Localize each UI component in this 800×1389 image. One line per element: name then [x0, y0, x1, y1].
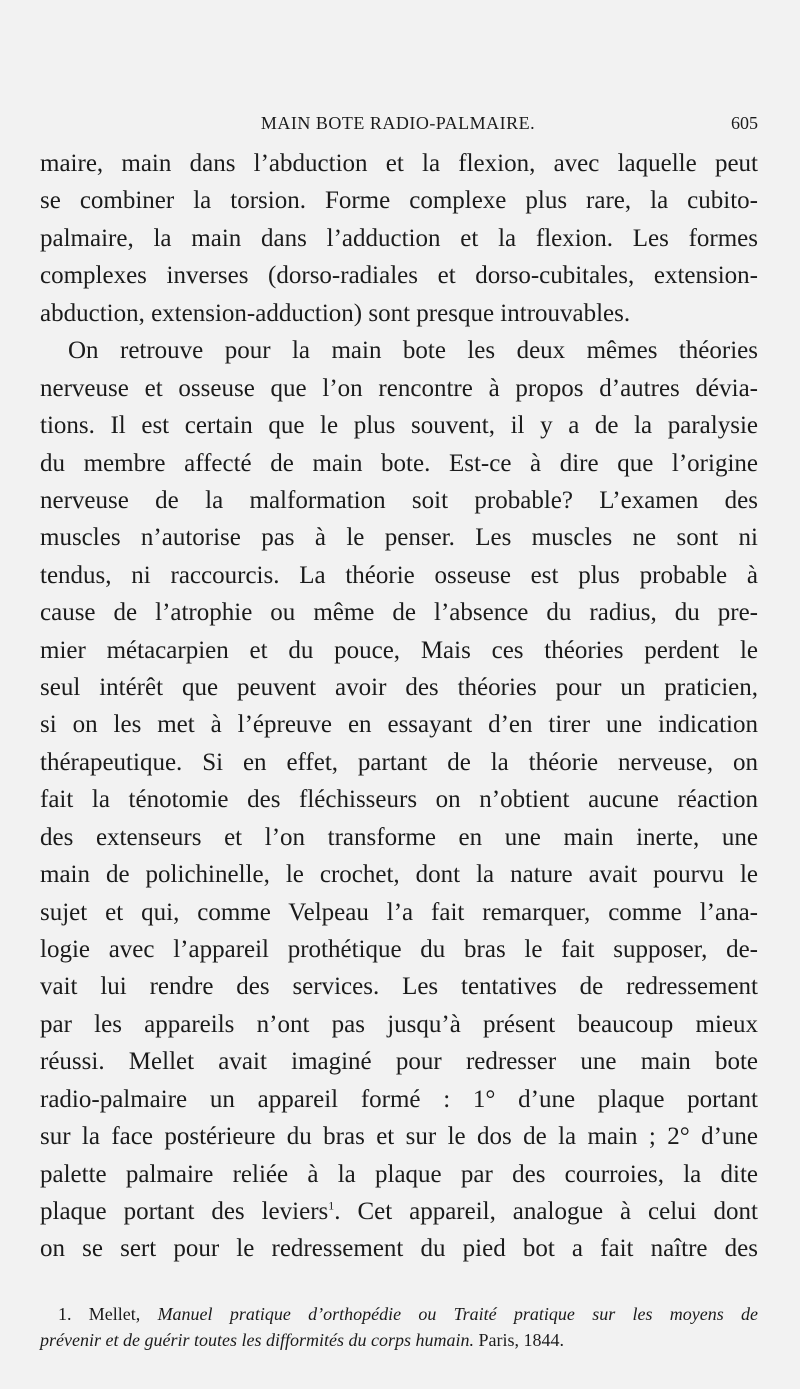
text-line: vait lui rendre des services. Les tentatives de redressement	[40, 973, 758, 1000]
footnote-line	[58, 1302, 758, 1326]
text-line-with-footnote-ref	[40, 1197, 758, 1227]
text-line: réussi. Mellet avait imaginé pour redresser une main bote	[40, 1048, 758, 1075]
footnote-reference: 1	[328, 1198, 335, 1213]
text-segment: plaque portant des leviers	[40, 1198, 329, 1225]
text-line: sujet et qui, comme Velpeau l’a fait remarquer, comme l’ana-	[40, 899, 758, 926]
text-line: se combiner la torsion. Forme complexe plus rare, la cubito-	[40, 187, 758, 214]
footnote-line	[40, 1328, 758, 1352]
text-line: nerveuse de la malformation soit probable? L’examen des	[40, 487, 758, 514]
text-line: palmaire, la main dans l’adduction et la flexion. Les formes	[40, 225, 758, 252]
text-line: on se sert pour le redressement du pied bot a fait naître des	[40, 1235, 758, 1262]
page-number: 605	[731, 113, 758, 133]
text-line: main de polichinelle, le crochet, dont la nature avait pourvu le	[40, 861, 758, 888]
footnote-number: 1.	[58, 1304, 72, 1324]
running-title: MAIN BOTE RADIO-PALMAIRE.	[260, 113, 536, 133]
text-line: nerveuse et osseuse que l’on rencontre à propos d’autres dévia-	[40, 375, 758, 402]
text-line: palette palmaire reliée à la plaque par des courroies, la dite	[40, 1161, 758, 1188]
text-line: On retrouve pour la main bote les deux mêmes théories	[68, 337, 758, 364]
text-line: complexes inverses (dorso-radiales et dorso-cubitales, extension-	[40, 262, 758, 289]
text-line: fait la ténotomie des fléchisseurs on n’obtient aucune réaction	[40, 786, 758, 813]
footnote-title: prévenir et de guérir toutes les difformités du corps humain.	[40, 1330, 474, 1350]
text-line: radio-palmaire un appareil formé : 1° d’une plaque portant	[40, 1086, 758, 1113]
text-line: mier métacarpien et du pouce, Mais ces théories perdent le	[40, 637, 758, 664]
running-head	[38, 113, 758, 143]
footnote-place-date: Paris, 1844.	[478, 1330, 564, 1350]
text-line: des extenseurs et l’on transforme en une main inerte, une	[40, 824, 758, 851]
text-line: maire, main dans l’abduction et la flexion, avec laquelle peut	[40, 150, 758, 177]
footnote-title: Manuel pratique d’orthopédie ou Traité pratique sur les moyens de	[157, 1304, 759, 1324]
text-line: muscles n’autorise pas à le penser. Les muscles ne sont ni	[40, 524, 758, 551]
text-line: seul intérêt que peuvent avoir des théories pour un praticien,	[40, 674, 758, 701]
text-line: sur la face postérieure du bras et sur le dos de la main ; 2° d’une	[40, 1123, 758, 1150]
text-line: si on les met à l’épreuve en essayant d’en tirer une indication	[40, 711, 758, 738]
text-line: cause de l’atrophie ou même de l’absence du radius, du pre-	[40, 599, 758, 626]
text-line: par les appareils n’ont pas jusqu’à présent beaucoup mieux	[40, 1011, 758, 1038]
text-line: abduction, extension-adduction) sont presque introuvables.	[40, 300, 631, 327]
text-line: logie avec l’appareil prothétique du bras le fait supposer, de-	[40, 936, 758, 963]
text-line: thérapeutique. Si en effet, partant de la théorie nerveuse, on	[40, 749, 758, 776]
text-line: du membre affecté de main bote. Est-ce à dire que l’origine	[40, 450, 758, 477]
text-segment: . Cet appareil, analogue à celui dont	[334, 1198, 758, 1225]
footnote-author: Mellet,	[88, 1304, 141, 1324]
text-line: tendus, ni raccourcis. La théorie osseuse est plus probable à	[40, 562, 758, 589]
text-line: tions. Il est certain que le plus souvent, il y a de la paralysie	[40, 412, 758, 439]
